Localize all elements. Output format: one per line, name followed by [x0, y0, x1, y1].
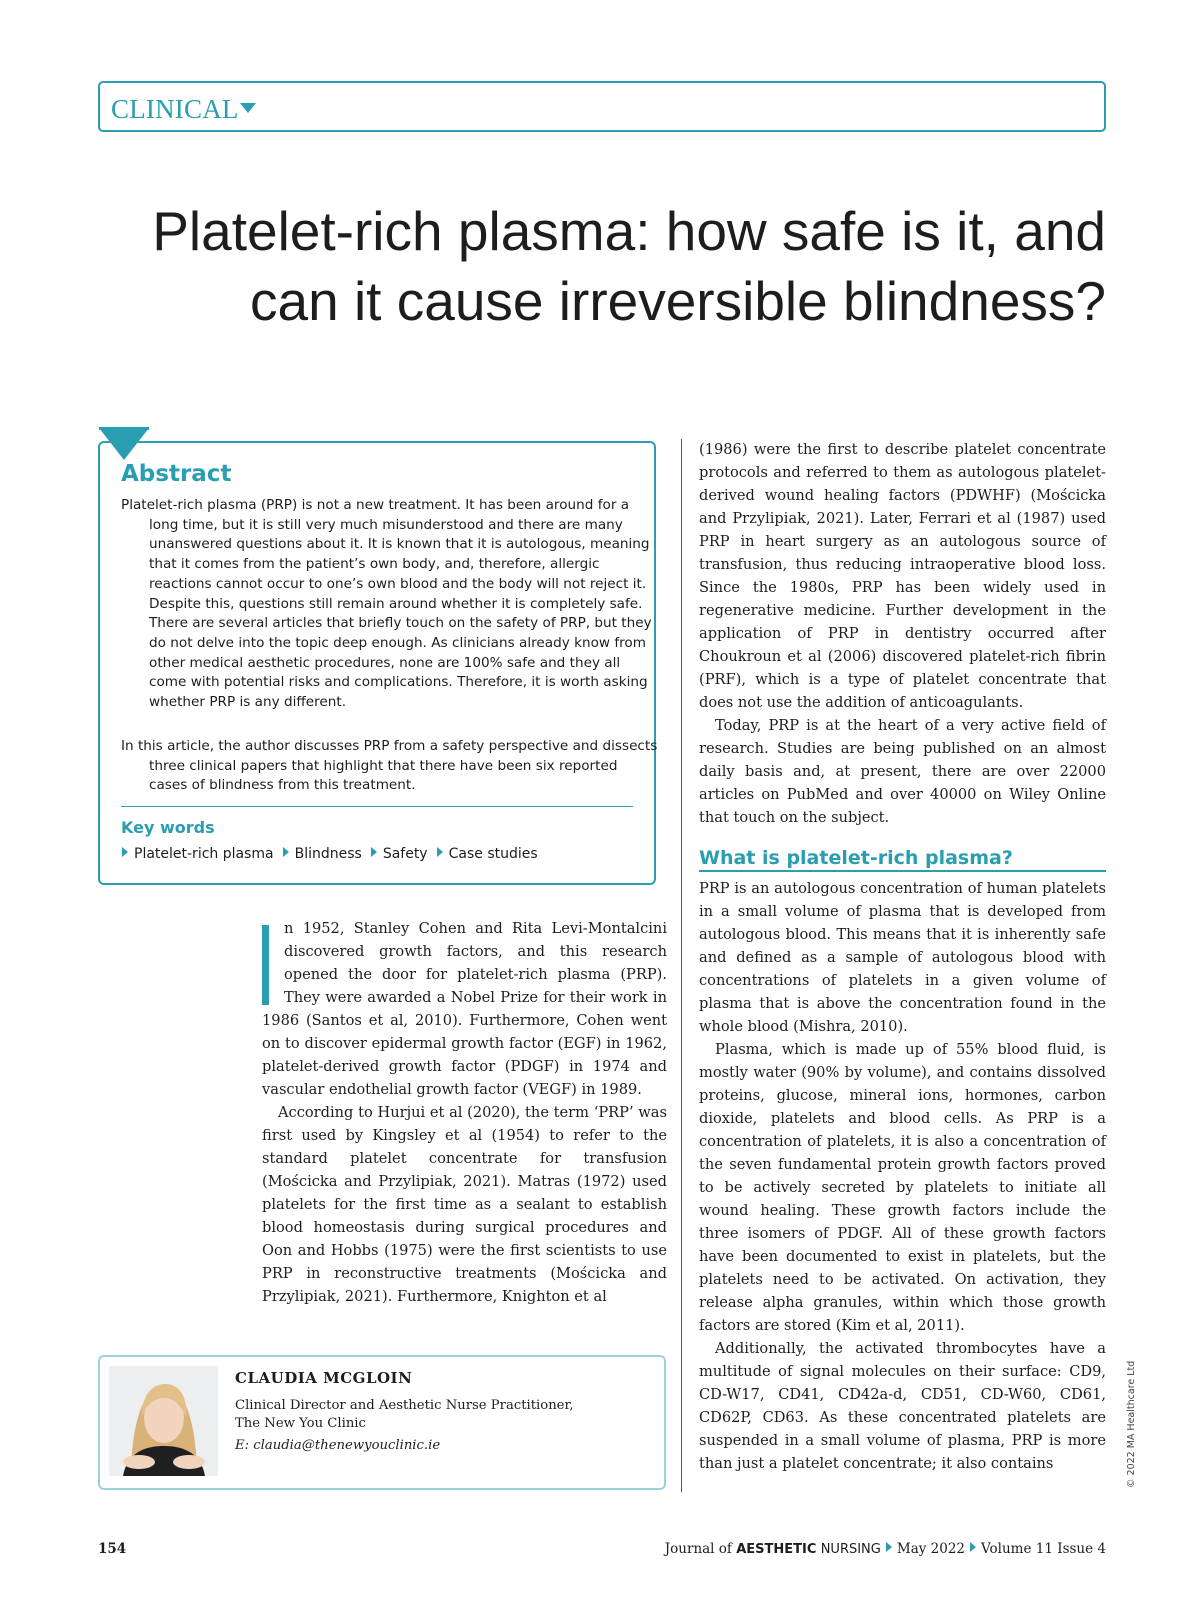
keyword: Platelet-rich plasma	[134, 846, 274, 862]
title-line-2: can it cause irreversible blindness?	[250, 270, 1106, 332]
body-paragraph: n 1952, Stanley Cohen and Rita Levi-Montalcini discovered growth factors, and this research opened the door for platelet-rich plasma (PRP). They were awarded a Nobel Prize for their work in 1986 (Santos et al, 2010). Furthermore, Cohen went on to discover epidermal growth factor (EGF) in 1962, platelet-derived growth factor (PDGF) in 1974 and vascular endothelial growth factor (VEGF) in 1989.	[262, 920, 667, 1098]
body-paragraph: Today, PRP is at the heart of a very active field of research. Studies are being published on an almost daily basis and, at present, there are over 22000 articles on PubMed and over 40000 on Wiley Online that touch on the subject.	[699, 717, 1106, 826]
left-body-column	[262, 917, 667, 1308]
volume-issue: Volume 11 Issue 4	[981, 1541, 1106, 1557]
page-number: 154	[98, 1541, 127, 1557]
title-line-1: Platelet-rich plasma: how safe is it, and	[152, 200, 1106, 262]
body-paragraph: PRP is an autologous concentration of human platelets in a small volume of plasma that is developed from autologous blood. This means that it is inherently safe and defined as a sample of autologous blood with concentrations of platelets in a given volume of plasma that is above the concentration found in the whole blood (Mishra, 2010).	[699, 880, 1106, 1035]
abstract-tab-triangle-icon	[99, 428, 149, 460]
caret-down-icon	[240, 103, 256, 113]
arrow-right-icon	[437, 847, 443, 857]
journal-footer	[665, 1541, 1106, 1557]
keyword: Blindness	[294, 846, 362, 862]
issue-date: May 2022	[896, 1541, 966, 1557]
author-email: E: claudia@thenewyouclinic.ie	[235, 1438, 441, 1453]
abstract-paragraph-1: Platelet-rich plasma (PRP) is not a new treatment. It has been around for a long time, but it is still very much misunderstood and there are many unanswered questions about it. It is known that it is autologous, meaning that it comes from the patient’s own body, and, therefore, allergic reactions cannot occur to one’s own blood and the body will not reject it. Despite this, questions still remain around whether it is completely safe. There are several articles that briefly touch on the safety of PRP, but they do not delve into the topic deep enough. As clinicians already know from other medical aesthetic procedures, none are 100% safe and they all come with potential risks and complications. Therefore, it is worth asking whether PRP is any different.	[121, 497, 652, 711]
abstract-heading: Abstract	[121, 461, 232, 487]
right-body-column-top	[699, 438, 1106, 829]
arrow-right-icon	[886, 1542, 892, 1552]
author-role: Clinical Director and Aesthetic Nurse Practitioner,	[235, 1398, 574, 1413]
body-paragraph: (1986) were the first to describe platelet concentrate protocols and referred to them as autologous platelet-derived wound healing factors (PDWHF) (Mościcka and Przylipiak, 2021). Later, Ferrari et al (1987) used PRP in heart surgery as an autologous source of transfusion, thus reducing intraoperative blood loss. Since the 1980s, PRP has been widely used in regenerative medicine. Further development in the application of PRP in dentistry occurred after Choukroun et al (2006) discovered platelet-rich fibrin (PRF), which is a type of platelet concentrate that does not use the addition of anticoagulants.	[699, 441, 1106, 711]
copyright-notice: © 2022 MA Healthcare Ltd	[1126, 1360, 1137, 1488]
journal-prefix: Journal of	[664, 1541, 732, 1557]
author-name: CLAUDIA MCGLOIN	[235, 1369, 413, 1387]
section-heading: What is platelet-rich plasma?	[699, 847, 1106, 872]
body-paragraph: Additionally, the activated thrombocytes have a multitude of signal molecules on their surface: CD9, CD-W17, CD41, CD42a-d, CD51, CD-W60, CD61, CD62P, CD63. As these concentrated platelets are suspended in a small volume of plasma, PRP is more than just a platelet concentrate; it also contains	[699, 1340, 1106, 1472]
keyword: Safety	[382, 846, 428, 862]
author-affiliation: The New You Clinic	[235, 1416, 366, 1431]
keywords-heading: Key words	[121, 818, 215, 837]
abstract-divider	[121, 806, 633, 807]
author-photo	[109, 1366, 218, 1476]
column-divider	[681, 439, 682, 1492]
body-paragraph: According to Hurjui et al (2020), the term ‘PRP’ was first used by Kingsley et al (1954) to refer to the standard platelet concentrate for transfusion (Mościcka and Przylipiak, 2021). Matras (1972) used platelets for the first time as a sealant to establish blood homeostasis during surgical procedures and Oon and Hobbs (1975) were the first scientists to use PRP in reconstructive treatments (Mościcka and Przylipiak, 2021). Furthermore, Knighton et al	[262, 1104, 667, 1305]
journal-name-bold: AESTHETIC	[736, 1542, 817, 1557]
journal-name-suffix: NURSING	[820, 1542, 881, 1557]
arrow-right-icon	[283, 847, 289, 857]
keyword: Case studies	[448, 846, 538, 862]
arrow-right-icon	[122, 847, 128, 857]
abstract-paragraph-2: In this article, the author discusses PRP from a safety perspective and dissects three clinical papers that highlight that there have been six reported cases of blindness from this treatment.	[121, 738, 658, 794]
section-label: CLINICAL	[111, 94, 239, 124]
section-header-bar	[98, 81, 1106, 132]
body-paragraph: Plasma, which is made up of 55% blood fluid, is mostly water (90% by volume), and contains dissolved proteins, glucose, mineral ions, hormones, carbon dioxide, platelets and blood cells. As PRP is a concentration of platelets, it is also a concentration of the seven fundamental protein growth factors proved to be actively secreted by platelets to initiate all wound healing. These growth factors include the three isomers of PDGF. All of these growth factors have been documented to exist in platelets, but the platelets need to be activated. On activation, they release alpha granules, within which those growth factors are stored (Kim et al, 2011).	[699, 1041, 1106, 1334]
arrow-right-icon	[371, 847, 377, 857]
keywords-list	[121, 846, 546, 862]
arrow-right-icon	[970, 1542, 976, 1552]
right-body-column-bottom	[699, 877, 1106, 1475]
article-title	[140, 196, 1106, 336]
